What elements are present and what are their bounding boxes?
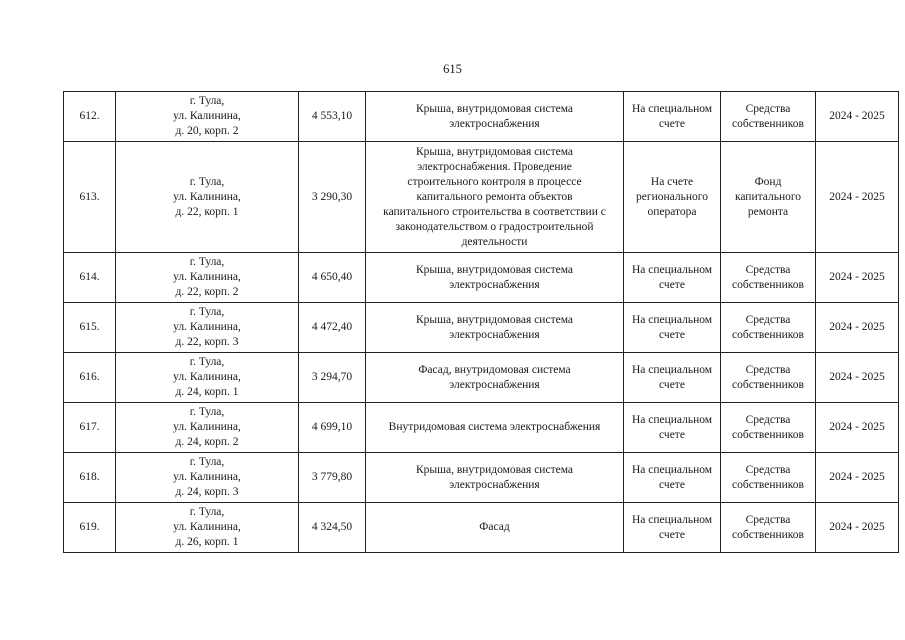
table-row: [64, 353, 899, 403]
works: Крыша, внутридомовая система электроснабжения: [366, 303, 624, 353]
row-number: 613.: [64, 142, 116, 253]
row-number: 614.: [64, 253, 116, 303]
account-type: На специальном счете: [624, 453, 721, 503]
row-number: 619.: [64, 503, 116, 553]
area: 4 553,10: [299, 92, 366, 142]
row-number: 615.: [64, 303, 116, 353]
address: г. Тула, ул. Калинина, д. 24, корп. 3: [116, 453, 299, 503]
repair-schedule-table: [63, 91, 899, 553]
account-type: На специальном счете: [624, 303, 721, 353]
account-type: На специальном счете: [624, 253, 721, 303]
works: Внутридомовая система электроснабжения: [366, 403, 624, 453]
area: 3 294,70: [299, 353, 366, 403]
area: 3 290,30: [299, 142, 366, 253]
row-number: 617.: [64, 403, 116, 453]
works: Крыша, внутридомовая система электроснабжения. Проведение строительного контроля в процессе капитального ремонта объектов капитального строительства в соответствии с законодательством о градостроительной деятельности: [366, 142, 624, 253]
area: 4 699,10: [299, 403, 366, 453]
works: Фасад: [366, 503, 624, 553]
account-type: На специальном счете: [624, 403, 721, 453]
period: 2024 - 2025: [816, 142, 899, 253]
funding-source: Средства собственников: [721, 303, 816, 353]
period: 2024 - 2025: [816, 453, 899, 503]
period: 2024 - 2025: [816, 353, 899, 403]
funding-source: Средства собственников: [721, 403, 816, 453]
table-row: [64, 503, 899, 553]
funding-source: Средства собственников: [721, 353, 816, 403]
row-number: 612.: [64, 92, 116, 142]
address: г. Тула, ул. Калинина, д. 24, корп. 2: [116, 403, 299, 453]
table-row: [64, 303, 899, 353]
address: г. Тула, ул. Калинина, д. 20, корп. 2: [116, 92, 299, 142]
address: г. Тула, ул. Калинина, д. 22, корп. 1: [116, 142, 299, 253]
funding-source: Средства собственников: [721, 453, 816, 503]
address: г. Тула, ул. Калинина, д. 22, корп. 3: [116, 303, 299, 353]
account-type: На специальном счете: [624, 92, 721, 142]
account-type: На счете регионального оператора: [624, 142, 721, 253]
page-number: 615: [443, 62, 462, 76]
area: 4 472,40: [299, 303, 366, 353]
address: г. Тула, ул. Калинина, д. 24, корп. 1: [116, 353, 299, 403]
funding-source: Средства собственников: [721, 503, 816, 553]
row-number: 616.: [64, 353, 116, 403]
period: 2024 - 2025: [816, 503, 899, 553]
table-row: [64, 453, 899, 503]
table-row: [64, 403, 899, 453]
area: 4 650,40: [299, 253, 366, 303]
area: 3 779,80: [299, 453, 366, 503]
row-number: 618.: [64, 453, 116, 503]
funding-source: Средства собственников: [721, 253, 816, 303]
period: 2024 - 2025: [816, 303, 899, 353]
account-type: На специальном счете: [624, 503, 721, 553]
account-type: На специальном счете: [624, 353, 721, 403]
table-row: [64, 253, 899, 303]
period: 2024 - 2025: [816, 92, 899, 142]
area: 4 324,50: [299, 503, 366, 553]
works: Крыша, внутридомовая система электроснабжения: [366, 253, 624, 303]
works: Крыша, внутридомовая система электроснабжения: [366, 92, 624, 142]
funding-source: Фонд капитального ремонта: [721, 142, 816, 253]
address: г. Тула, ул. Калинина, д. 26, корп. 1: [116, 503, 299, 553]
table-row: [64, 142, 899, 253]
funding-source: Средства собственников: [721, 92, 816, 142]
address: г. Тула, ул. Калинина, д. 22, корп. 2: [116, 253, 299, 303]
works: Крыша, внутридомовая система электроснабжения: [366, 453, 624, 503]
period: 2024 - 2025: [816, 253, 899, 303]
table-row: [64, 92, 899, 142]
works: Фасад, внутридомовая система электроснабжения: [366, 353, 624, 403]
period: 2024 - 2025: [816, 403, 899, 453]
